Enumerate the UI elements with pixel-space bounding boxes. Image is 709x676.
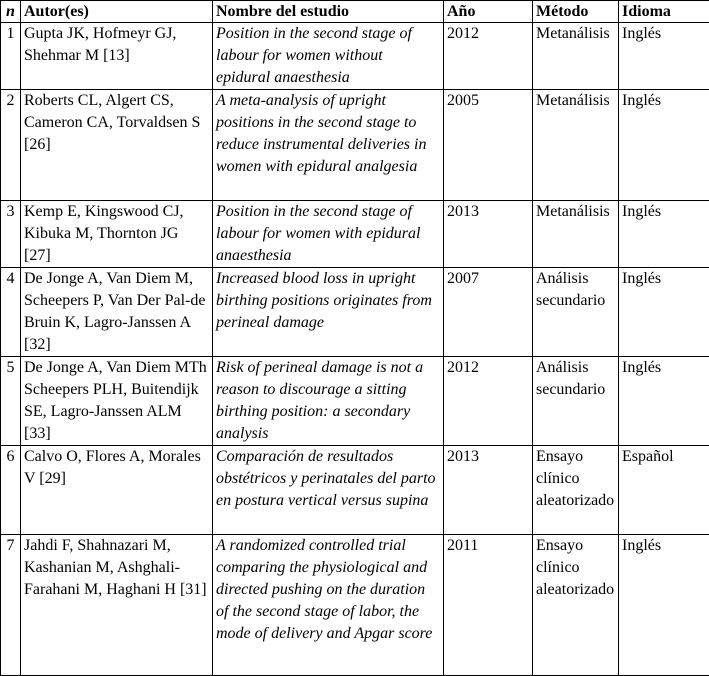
header-title: Nombre del estudio bbox=[213, 1, 444, 23]
row-method: Análisis secundario bbox=[533, 357, 619, 446]
row-author: Calvo O, Flores A, Morales V [29] bbox=[21, 446, 213, 535]
row-language: Inglés bbox=[619, 268, 709, 357]
row-method: Ensayo clínico aleatorizado bbox=[533, 446, 619, 535]
table-row bbox=[1, 90, 709, 201]
row-number: 6 bbox=[1, 446, 21, 535]
header-language: Idioma bbox=[619, 1, 709, 23]
table-row bbox=[1, 23, 709, 90]
table-row bbox=[1, 357, 709, 446]
header-row bbox=[1, 1, 709, 23]
row-title: Position in the second stage of labour for women without epidural anaesthesia bbox=[213, 23, 444, 90]
row-author: De Jonge A, Van Diem M, Scheepers P, Van Der Pal-de Bruin K, Lagro-Janssen A [32] bbox=[21, 268, 213, 357]
table-row bbox=[1, 201, 709, 268]
row-number: 7 bbox=[1, 535, 21, 676]
row-method: Metanálisis bbox=[533, 201, 619, 268]
row-year: 2007 bbox=[444, 268, 533, 357]
row-title: Position in the second stage of labour for women with epidural anaesthesia bbox=[213, 201, 444, 268]
row-method: Metanálisis bbox=[533, 90, 619, 201]
row-author: Jahdi F, Shahnazari M, Kashanian M, Ashghali-Farahani M, Haghani H [31] bbox=[21, 535, 213, 676]
row-author: De Jonge A, Van Diem MTh Scheepers PLH, Buitendijk SE, Lagro-Janssen ALM [33] bbox=[21, 357, 213, 446]
header-n: n bbox=[1, 1, 21, 23]
header-method: Método bbox=[533, 1, 619, 23]
row-language: Inglés bbox=[619, 90, 709, 201]
row-number: 1 bbox=[1, 23, 21, 90]
row-language: Inglés bbox=[619, 535, 709, 676]
header-author: Autor(es) bbox=[21, 1, 213, 23]
row-year: 2013 bbox=[444, 446, 533, 535]
row-number: 2 bbox=[1, 90, 21, 201]
row-number: 3 bbox=[1, 201, 21, 268]
row-language: Español bbox=[619, 446, 709, 535]
table-row bbox=[1, 446, 709, 535]
row-method: Metanálisis bbox=[533, 23, 619, 90]
row-method: Análisis secundario bbox=[533, 268, 619, 357]
row-author: Kemp E, Kingswood CJ, Kibuka M, Thornton JG [27] bbox=[21, 201, 213, 268]
row-number: 4 bbox=[1, 268, 21, 357]
row-language: Inglés bbox=[619, 201, 709, 268]
row-number: 5 bbox=[1, 357, 21, 446]
row-author: Roberts CL, Algert CS, Cameron CA, Torvaldsen S [26] bbox=[21, 90, 213, 201]
row-year: 2013 bbox=[444, 201, 533, 268]
row-year: 2011 bbox=[444, 535, 533, 676]
table-row bbox=[1, 268, 709, 357]
row-year: 2012 bbox=[444, 23, 533, 90]
header-year: Año bbox=[444, 1, 533, 23]
row-year: 2005 bbox=[444, 90, 533, 201]
row-year: 2012 bbox=[444, 357, 533, 446]
row-author: Gupta JK, Hofmeyr GJ, Shehmar M [13] bbox=[21, 23, 213, 90]
row-title: Comparación de resultados obstétricos y perinatales del parto en postura vertical versus supina bbox=[213, 446, 444, 535]
row-title: Increased blood loss in upright birthing positions originates from perineal damage bbox=[213, 268, 444, 357]
table-row bbox=[1, 535, 709, 676]
row-language: Inglés bbox=[619, 23, 709, 90]
row-method: Ensayo clínico aleatorizado bbox=[533, 535, 619, 676]
row-title: Risk of perineal damage is not a reason to discourage a sitting birthing position: a secondary analysis bbox=[213, 357, 444, 446]
row-title: A meta-analysis of upright positions in the second stage to reduce instrumental deliveries in women with epidural analgesia bbox=[213, 90, 444, 201]
row-language: Inglés bbox=[619, 357, 709, 446]
row-title: A randomized controlled trial comparing the physiological and directed pushing on the duration of the second stage of labor, the mode of delivery and Apgar score bbox=[213, 535, 444, 676]
